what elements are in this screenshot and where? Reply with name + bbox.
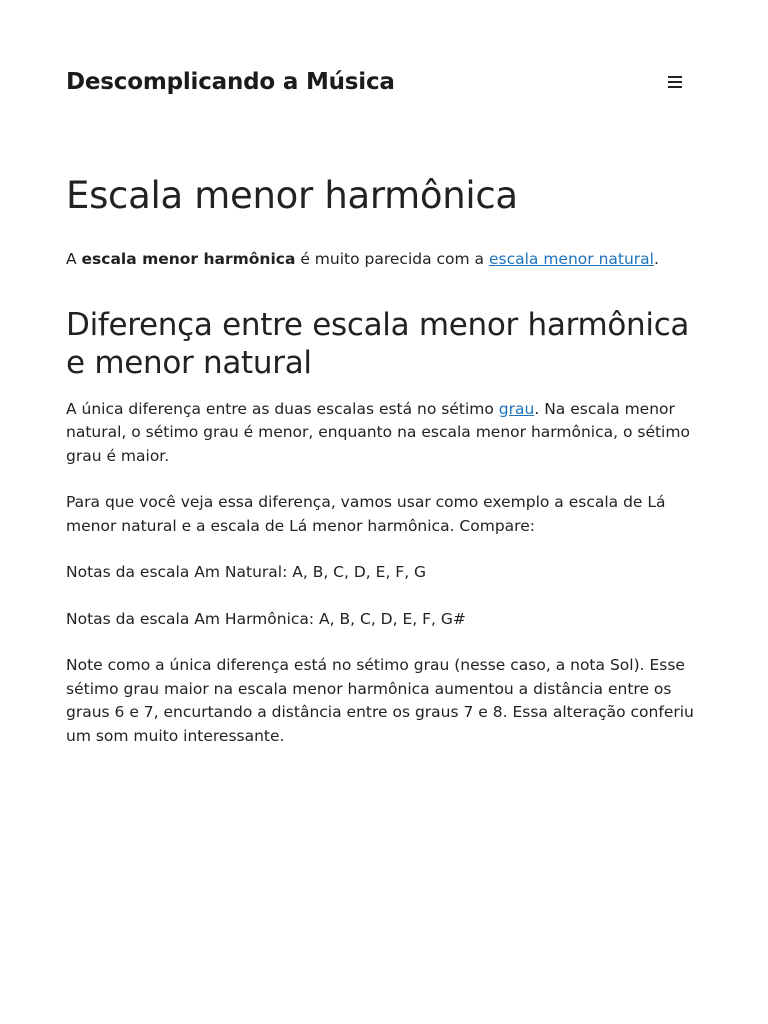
section-heading: Diferença entre escala menor harmônica e menor natural — [66, 306, 690, 381]
hamburger-menu-icon[interactable] — [660, 67, 690, 97]
p1-before-link: A única diferença entre as duas escalas está no sétimo — [66, 399, 499, 418]
site-title-link[interactable]: Descomplicando a Música — [66, 69, 395, 95]
intro-middle: é muito parecida com a — [295, 250, 489, 268]
intro-bold-term: escala menor harmônica — [81, 250, 296, 268]
paragraph-difference — [66, 398, 706, 469]
menu-bar-bottom — [668, 86, 682, 88]
natural-minor-scale-link[interactable]: escala menor natural — [488, 250, 654, 268]
page-title: Escala menor harmônica — [66, 174, 518, 217]
menu-bar-middle — [668, 81, 682, 83]
paragraph-natural-notes: Notas da escala Am Natural: A, B, C, D, E, F, G — [66, 563, 427, 581]
p1-after-link: . Na escala menor natural, o sétimo grau é menor, enquanto na escala menor harmônica, o sétimo grau é maior. — [66, 399, 690, 465]
intro-paragraph — [66, 248, 706, 272]
degree-link[interactable]: grau — [498, 399, 535, 418]
intro-prefix: A — [66, 250, 82, 268]
site-header — [66, 62, 702, 102]
intro-suffix: . — [653, 250, 659, 268]
article-content — [66, 170, 706, 748]
paragraph-harmonic-notes: Notas da escala Am Harmônica: A, B, C, D, E, F, G# — [66, 609, 466, 628]
menu-bar-top — [668, 76, 682, 78]
paragraph-example: Para que você veja essa diferença, vamos usar como exemplo a escala de Lá menor natural e a escala de Lá menor harmônica. Compare: — [66, 493, 666, 535]
paragraph-conclusion: Note como a única diferença está no sétimo grau (nesse caso, a nota Sol). Esse sétimo grau maior na escala menor harmônica aumentou a distância entre os graus 6 e 7, encurtando a distância entre os graus 7 e 8. Essa alteração conferiu um som muito interessante. — [66, 656, 694, 745]
